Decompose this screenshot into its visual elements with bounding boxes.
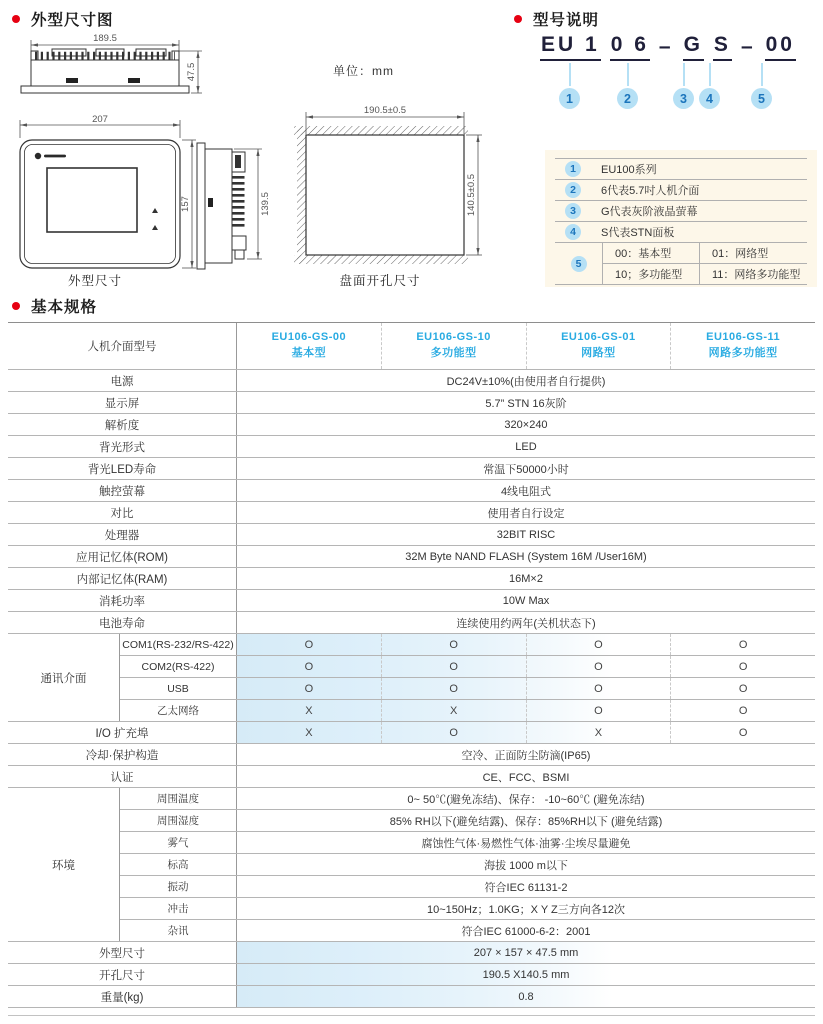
group-label: 通讯介面	[8, 634, 120, 721]
legend-text: 6代表5.7吋人机介面	[601, 185, 700, 197]
support-cell: O	[526, 634, 671, 655]
side-view-drawing	[190, 138, 278, 278]
row-value: 16M×2	[509, 572, 543, 585]
support-cell: O	[304, 638, 314, 651]
legend-number-badge: 5	[571, 256, 587, 272]
dimensions-section-heading	[12, 8, 114, 30]
row-label: 触控萤幕	[8, 480, 237, 501]
support-cell: X	[305, 726, 313, 739]
legend-text: S代表STN面板	[601, 227, 675, 239]
row-label: 开孔尺寸	[8, 964, 237, 985]
spec-row-touch	[8, 480, 815, 502]
legend-number-badge: 1	[565, 161, 581, 177]
model-code-segment: S	[713, 33, 732, 61]
row-label: 对比	[8, 502, 237, 523]
spec-row-cpu	[8, 524, 815, 546]
model-code-segment: 0 6	[610, 33, 650, 61]
pointer-line	[683, 63, 685, 86]
pointer-line	[627, 63, 629, 86]
model-type-text: 网路型	[581, 347, 616, 359]
row-label: USB	[120, 678, 237, 699]
legend-number-badge: 3	[565, 203, 581, 219]
legend-number-badge: 4	[565, 224, 581, 240]
pointer-circle-4: 4	[699, 88, 720, 109]
row-value: 空冷、正面防尘防滴(IP65)	[461, 749, 591, 762]
row-label: 外型尺寸	[8, 942, 237, 963]
model-code-segment: EU 1	[540, 33, 601, 61]
spec-row-backlight-life	[8, 458, 815, 480]
row-label: 杂讯	[120, 920, 237, 941]
row-label: 应用记忆体(ROM)	[8, 546, 237, 567]
support-cell: O	[670, 656, 815, 677]
legend-text: EU100系列	[601, 164, 657, 176]
row-label: 认证	[8, 766, 237, 787]
pointer-circle-5: 5	[751, 88, 772, 109]
header-label: 人机介面型号	[8, 323, 237, 369]
spec-row-vibration	[120, 876, 815, 898]
row-label: 振动	[120, 876, 237, 897]
pointer-circle-2: 2	[617, 88, 638, 109]
row-label: 背光形式	[8, 436, 237, 457]
row-value: 190.5 X140.5 mm	[237, 964, 815, 985]
dim-front-height: 157	[180, 196, 191, 212]
row-label: 解析度	[8, 414, 237, 435]
dim-top-height: 47.5	[186, 62, 197, 82]
row-label: 雾气	[120, 832, 237, 853]
row-label: 标高	[120, 854, 237, 875]
row-value: 320×240	[504, 418, 548, 431]
row-label: 周围温度	[120, 788, 237, 809]
unit-note: 单位：mm	[333, 64, 394, 78]
spec-group-comm	[8, 634, 815, 722]
legend-variant: 11：网络多功能型	[699, 264, 807, 284]
model-column-header	[526, 323, 671, 369]
legend-variant: 10；多功能型	[615, 269, 683, 281]
row-value: 10W Max	[502, 594, 550, 607]
support-cell: O	[526, 700, 671, 721]
spec-row-contrast	[8, 502, 815, 524]
spec-row-shock	[120, 898, 815, 920]
spec-row-usb	[120, 678, 815, 700]
model-type-text: 基本型	[291, 347, 327, 359]
legend-row	[555, 201, 807, 222]
model-type-text: 多功能型	[430, 347, 477, 359]
row-label: COM2(RS-422)	[120, 656, 237, 677]
row-value: 0~ 50℃(避免冻结)、保存： -10~60℃ (避免冻结)	[407, 793, 645, 806]
row-label: 背光LED寿命	[8, 458, 237, 479]
spec-row-com2	[120, 656, 815, 678]
row-value: 32BIT RISC	[496, 528, 556, 541]
spec-row-gas	[120, 832, 815, 854]
model-code-text: EU106-GS-01	[561, 331, 636, 344]
legend-row	[555, 222, 807, 243]
row-label: 内部记忆体(RAM)	[8, 568, 237, 589]
spec-group-env	[8, 788, 815, 942]
row-value: 4线电阻式	[500, 485, 552, 498]
row-value: 5.7” STN 16灰阶	[485, 397, 567, 410]
row-value: 常温下50000小时	[483, 463, 569, 476]
legend-row-5	[555, 243, 807, 285]
dim-side-height: 139.5	[260, 192, 271, 216]
legend-number-badge: 2	[565, 182, 581, 198]
spec-row-rom	[8, 546, 815, 568]
support-cell: X	[305, 704, 313, 717]
spec-table	[8, 322, 815, 1008]
row-value: 使用者自行设定	[487, 507, 565, 520]
row-value: CE、FCC、BSMI	[482, 771, 570, 784]
row-label: 重量(kg)	[8, 986, 237, 1007]
model-section-title: 型号说明	[533, 12, 600, 29]
model-column-header	[670, 323, 815, 369]
model-column-header	[381, 323, 526, 369]
spec-row-outer-dim	[8, 942, 815, 964]
pointer-line	[709, 63, 711, 86]
spec-row-consumption	[8, 590, 815, 612]
legend-variant: 00：基本型	[615, 248, 672, 260]
spec-row-cutout-dim	[8, 964, 815, 986]
row-value: LED	[515, 440, 537, 453]
spec-row-cert	[8, 766, 815, 788]
spec-row-battery	[8, 612, 815, 634]
support-cell: O	[304, 682, 314, 695]
panel-mark-icon	[152, 225, 158, 230]
model-code-dash: –	[740, 35, 756, 58]
support-cell: O	[381, 656, 526, 677]
pointer-line	[761, 63, 763, 86]
model-code-dash: –	[658, 35, 674, 58]
row-value: 32M Byte NAND FLASH (System 16M /User16M)	[405, 550, 647, 563]
row-value: 连续使用约两年(关机状态下)	[456, 617, 596, 630]
spec-row-display	[8, 392, 815, 414]
brand-logo-icon	[35, 153, 41, 159]
dim-top-width: 189.5	[93, 33, 117, 44]
specs-section-title: 基本规格	[31, 299, 98, 316]
row-value: 10~150Hz；1.0KG；X Y Z三方向各12次	[427, 903, 625, 916]
model-code	[540, 33, 796, 61]
spec-row-power	[8, 370, 815, 392]
row-value: 海拔 1000 m以下	[484, 859, 568, 872]
legend-variant: 01：网络型	[699, 243, 807, 263]
spec-row-ethernet	[120, 700, 815, 721]
pointer-circle-1: 1	[559, 88, 580, 109]
support-cell: O	[526, 656, 671, 677]
support-cell: O	[381, 678, 526, 699]
row-label: 处理器	[8, 524, 237, 545]
spec-row-cooling	[8, 744, 815, 766]
row-value: 腐蚀性气体·易燃性气体·油雾·尘埃尽量避免	[421, 837, 631, 850]
model-type-text: 网路多功能型	[708, 347, 778, 359]
row-value: 符合IEC 61131-2	[484, 881, 568, 894]
specs-section-heading	[12, 295, 97, 317]
dim-cutout-height: 140.5±0.5	[466, 173, 477, 217]
front-view-drawing	[8, 112, 200, 282]
dim-cutout-width: 190.5±0.5	[363, 105, 407, 116]
row-label: 乙太网络	[120, 700, 237, 721]
spec-row-altitude	[120, 854, 815, 876]
model-section-heading	[514, 8, 599, 30]
support-cell: O	[670, 678, 815, 699]
model-code-text: EU106-GS-00	[271, 331, 347, 344]
legend-text: G代表灰阶液晶萤幕	[601, 206, 698, 218]
row-label: COM1(RS-232/RS-422)	[120, 634, 237, 655]
row-label: 周围湿度	[120, 810, 237, 831]
row-label: 冷却·保护构造	[8, 744, 237, 765]
row-value: 85% RH以下(避免结露)、保存：85%RH以下 (避免结露)	[389, 815, 663, 828]
spec-row-backlight	[8, 436, 815, 458]
top-view-drawing	[8, 30, 208, 115]
spec-header-row	[8, 323, 815, 370]
legend-row	[555, 180, 807, 201]
cutout-drawing-caption: 盘面开孔尺寸	[339, 274, 421, 288]
support-cell: O	[670, 722, 815, 743]
model-code-text: EU106-GS-10	[416, 331, 491, 344]
model-code-segment: 00	[765, 33, 796, 61]
row-label: 冲击	[120, 898, 237, 919]
model-code-text: EU106-GS-11	[706, 331, 781, 344]
row-value: 207 × 157 × 47.5 mm	[237, 942, 815, 963]
row-label: 显示屏	[8, 392, 237, 413]
support-cell: O	[381, 634, 526, 655]
group-label: 环境	[8, 788, 120, 941]
legend-row	[555, 159, 807, 180]
spec-row-weight	[8, 986, 815, 1008]
spec-row-io	[8, 722, 815, 744]
row-value: 0.8	[237, 986, 815, 1007]
panel-mark-icon	[152, 208, 158, 213]
support-cell: O	[526, 678, 671, 699]
row-label: 电池寿命	[8, 612, 237, 633]
row-label: 消耗功率	[8, 590, 237, 611]
support-cell: O	[670, 634, 815, 655]
pointer-line	[569, 63, 571, 86]
support-cell: O	[381, 722, 526, 743]
row-label: 电源	[8, 370, 237, 391]
spec-row-humidity	[120, 810, 815, 832]
outline-drawing-caption: 外型尺寸	[67, 274, 122, 288]
model-legend-box	[545, 150, 817, 287]
pointer-circle-3: 3	[673, 88, 694, 109]
dim-front-width: 207	[92, 114, 108, 125]
red-bullet-icon	[12, 302, 20, 310]
support-cell: X	[381, 700, 526, 721]
table-bottom-rule	[8, 1015, 815, 1016]
spec-row-resolution	[8, 414, 815, 436]
red-bullet-icon	[514, 15, 522, 23]
spec-row-temperature	[120, 788, 815, 810]
support-cell: O	[670, 700, 815, 721]
row-value: 符合IEC 61000-6-2：2001	[461, 925, 591, 938]
spec-row-ram	[8, 568, 815, 590]
red-bullet-icon	[12, 15, 20, 23]
row-value: DC24V±10%(由使用者自行提供)	[446, 375, 606, 388]
row-label: I/O 扩充埠	[8, 722, 237, 743]
cutout-drawing	[276, 103, 488, 271]
model-code-segment: G	[683, 33, 704, 61]
support-cell: X	[526, 722, 671, 743]
spec-row-com1	[120, 634, 815, 656]
dimensions-section-title: 外型尺寸图	[31, 12, 114, 29]
spec-row-noise	[120, 920, 815, 941]
model-column-header	[237, 323, 381, 369]
support-cell: O	[304, 660, 314, 673]
